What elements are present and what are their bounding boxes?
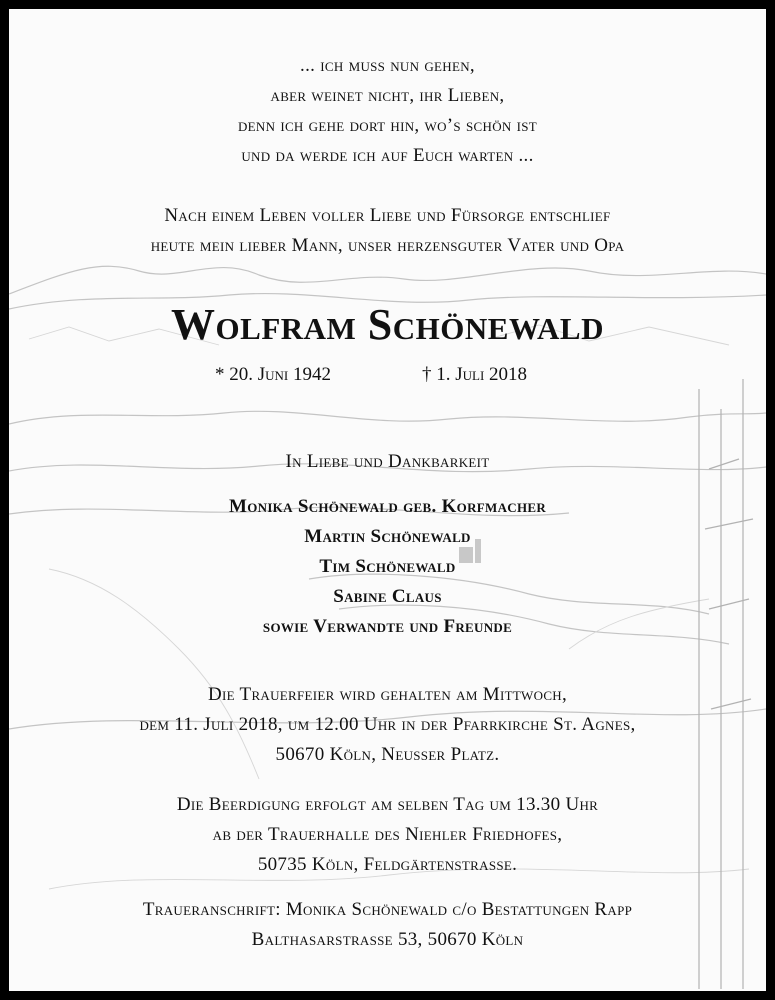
funeral-line: Die Trauerfeier wird gehalten am Mittwoch, bbox=[207, 684, 568, 705]
mourners-heading: In Liebe und Dankbarkeit bbox=[285, 451, 490, 472]
mourner-name: sowie Verwandte und Freunde bbox=[262, 616, 513, 637]
life-dates bbox=[9, 364, 766, 394]
poem-line: ... ich muss nun gehen, bbox=[300, 55, 475, 76]
mourner-name: Tim Schönewald bbox=[319, 556, 456, 577]
intro-line: Nach einem Leben voller Liebe und Fürsorge entschlief bbox=[164, 205, 611, 226]
poem-line: aber weinet nicht, ihr Lieben, bbox=[270, 85, 505, 106]
poem-line: und da werde ich auf Euch warten ... bbox=[241, 145, 534, 166]
funeral-line: 50670 Köln, Neusser Platz. bbox=[275, 744, 500, 765]
birth-date: * 20. Juni 1942 bbox=[215, 364, 331, 385]
funeral-line: dem 11. Juli 2018, um 12.00 Uhr in der Pfarrkirche St. Agnes, bbox=[139, 714, 636, 735]
death-date: † 1. Juli 2018 bbox=[422, 364, 528, 385]
obituary-card bbox=[9, 9, 766, 991]
mourner-name: Martin Schönewald bbox=[304, 526, 471, 547]
address-line: Balthasarstrasse 53, 50670 Köln bbox=[251, 929, 524, 950]
burial-line: 50735 Köln, Feldgärtenstrasse. bbox=[257, 854, 518, 875]
burial-line: ab der Trauerhalle des Niehler Friedhofes, bbox=[212, 824, 563, 845]
poem-line: denn ich gehe dort hin, wo’s schön ist bbox=[237, 115, 538, 136]
deceased-name: Wolfram Schönewald bbox=[171, 300, 604, 349]
intro-line: heute mein lieber Mann, unser herzensguter Vater und Opa bbox=[150, 235, 625, 256]
mourner-name: Monika Schönewald geb. Korfmacher bbox=[228, 496, 547, 517]
address-line: Traueranschrift: Monika Schönewald c/o Bestattungen Rapp bbox=[142, 899, 633, 920]
mourner-name: Sabine Claus bbox=[333, 586, 442, 607]
burial-line: Die Beerdigung erfolgt am selben Tag um 13.30 Uhr bbox=[176, 794, 599, 815]
